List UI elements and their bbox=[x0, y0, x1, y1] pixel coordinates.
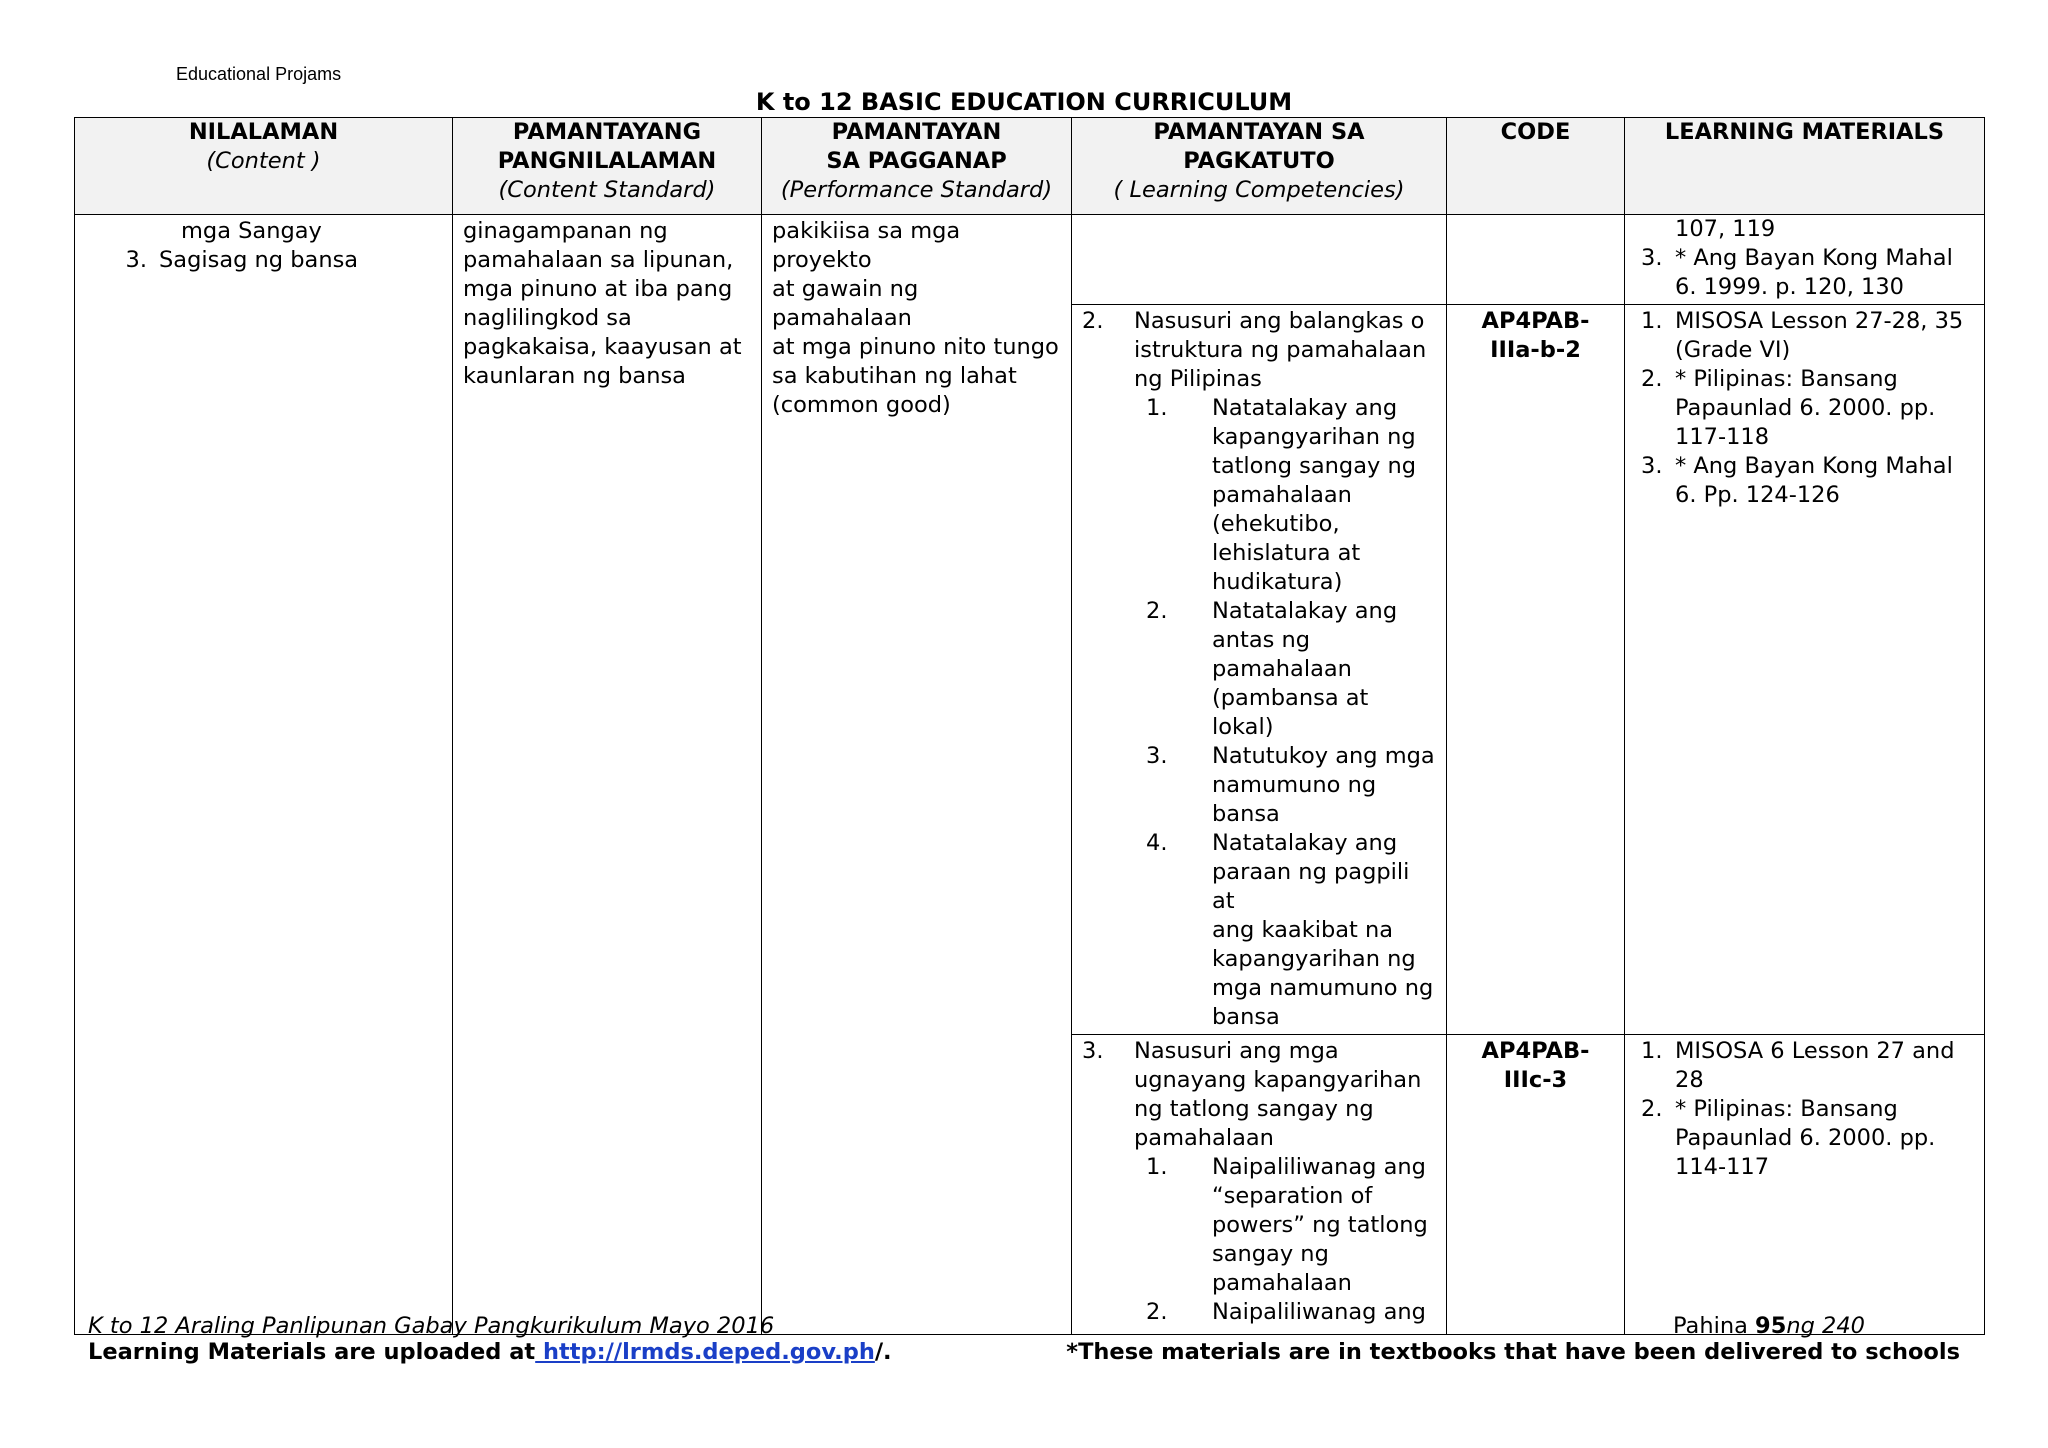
code-cell bbox=[1447, 305, 1625, 1035]
text-line: * Ang Bayan Kong Mahal bbox=[1675, 453, 1953, 479]
learning-material-item bbox=[1635, 365, 1974, 452]
text-line: pamahalaan bbox=[1212, 656, 1352, 682]
sub-competency bbox=[1082, 829, 1436, 1032]
text-line: 6. 1999. p. 120, 130 bbox=[1675, 274, 1904, 300]
text-line: pamahalaan bbox=[1212, 482, 1352, 508]
sub-competency-number: 2. bbox=[1146, 598, 1168, 624]
content-item-text: Sagisag ng bansa bbox=[159, 247, 359, 273]
text-line: mga pinuno at iba pang bbox=[463, 276, 733, 302]
text-line: pamahalaan bbox=[1134, 1125, 1274, 1151]
learning-material-item bbox=[1635, 1037, 1974, 1095]
competency-cell bbox=[1072, 305, 1447, 1035]
text-line: at gawain ng pamahalaan bbox=[772, 276, 919, 331]
lm-item-text bbox=[1675, 1095, 1935, 1182]
content-line: mga Sangay bbox=[181, 218, 322, 244]
text-line: (Grade VI) bbox=[1675, 337, 1791, 363]
text-line: naglilingkod sa bbox=[463, 305, 632, 331]
performance-standard-text bbox=[762, 215, 1071, 422]
sub-competency-text bbox=[1212, 742, 1435, 829]
lm-item-text bbox=[1675, 452, 1953, 510]
text-line: kaunlaran ng bansa bbox=[463, 363, 686, 389]
document-title: K to 12 BASIC EDUCATION CURRICULUM bbox=[755, 88, 1293, 116]
content-item-number: 3. bbox=[125, 247, 147, 273]
footer-right bbox=[1066, 1313, 1960, 1365]
learning-material-item bbox=[1635, 1095, 1974, 1182]
text-line: (pambansa at lokal) bbox=[1212, 685, 1369, 740]
text-line: 117-118 bbox=[1675, 424, 1770, 450]
text-line: Naipaliliwanag ang bbox=[1212, 1154, 1426, 1180]
header-learning-materials: LEARNING MATERIALS bbox=[1625, 118, 1985, 215]
text-line: bansa bbox=[1212, 801, 1280, 827]
text-line: ng tatlong sangay ng bbox=[1134, 1096, 1374, 1122]
text-line: (ehekutibo, bbox=[1212, 511, 1340, 537]
text-line: 107, 119 bbox=[1675, 216, 1776, 242]
competency-cell bbox=[1072, 1035, 1447, 1335]
text-line: Papaunlad 6. 2000. pp. bbox=[1675, 395, 1936, 421]
sub-competency-text bbox=[1212, 829, 1436, 1032]
competency-cell-empty bbox=[1072, 215, 1447, 305]
content-standard-cell bbox=[453, 215, 762, 1335]
text-line: IIIa-b-2 bbox=[1490, 337, 1581, 363]
header-content: NILALAMAN (Content ) bbox=[75, 118, 453, 215]
learning-materials-cell bbox=[1625, 305, 1985, 1035]
sub-competency-text bbox=[1212, 597, 1436, 742]
lm-item-number: 2. bbox=[1641, 1096, 1663, 1122]
text-line: pakikiisa sa mga proyekto bbox=[772, 218, 961, 273]
text-line: bansa bbox=[1212, 1004, 1280, 1030]
lm-item-number: 1. bbox=[1641, 308, 1663, 334]
footer-curriculum-guide: K to 12 Araling Panlipunan Gabay Pangkurikulum Mayo 2016 bbox=[88, 1313, 775, 1339]
text-line: IIIc-3 bbox=[1503, 1067, 1568, 1093]
text-line: Natatalakay ang bbox=[1212, 395, 1398, 421]
text-line: Nasusuri ang mga bbox=[1134, 1038, 1339, 1064]
text-line: Papaunlad 6. 2000. pp. bbox=[1675, 1125, 1936, 1151]
competency-text bbox=[1134, 1037, 1421, 1153]
text-line: AP4PAB- bbox=[1481, 308, 1590, 334]
lm-item-number: 3. bbox=[1641, 245, 1663, 271]
lm-item-text bbox=[1675, 244, 1953, 302]
text-line: mga namumuno ng bbox=[1212, 975, 1434, 1001]
text-line: sa kabutihan ng lahat bbox=[772, 363, 1017, 389]
sub-competency-number: 1. bbox=[1146, 1154, 1168, 1180]
text-line: ugnayang kapangyarihan bbox=[1134, 1067, 1422, 1093]
sub-competency bbox=[1082, 742, 1436, 829]
performance-standard-cell bbox=[762, 215, 1072, 1335]
learning-material-item bbox=[1635, 452, 1974, 510]
code-cell bbox=[1447, 1035, 1625, 1335]
content-cell bbox=[75, 215, 453, 1335]
sub-competency-number: 4. bbox=[1146, 830, 1168, 856]
text-line: Naipaliliwanag ang bbox=[1212, 1299, 1426, 1325]
sub-competency-number: 2. bbox=[1146, 1299, 1168, 1325]
competency-number: 3. bbox=[1082, 1038, 1104, 1064]
lm-item-text bbox=[1675, 1037, 1954, 1095]
lm-item-number: 2. bbox=[1641, 366, 1663, 392]
learning-material-item bbox=[1635, 307, 1974, 365]
text-line: MISOSA Lesson 27-28, 35 bbox=[1675, 308, 1964, 334]
competency-code bbox=[1447, 305, 1624, 365]
text-line: kapangyarihan ng bbox=[1212, 424, 1416, 450]
text-line: ng Pilipinas bbox=[1134, 366, 1262, 392]
table-row bbox=[75, 215, 1985, 305]
text-line: 6. Pp. 124-126 bbox=[1675, 482, 1840, 508]
sub-competency bbox=[1082, 1153, 1436, 1298]
text-line: pamahalaan bbox=[1212, 1270, 1352, 1296]
lm-item-text bbox=[1675, 365, 1935, 452]
lrmds-link[interactable]: http://lrmds.deped.gov.ph bbox=[535, 1339, 875, 1365]
lm-continuation bbox=[1635, 215, 1974, 244]
code-cell-empty bbox=[1447, 215, 1625, 305]
text-line: antas ng bbox=[1212, 627, 1311, 653]
sub-competency bbox=[1082, 597, 1436, 742]
sub-competency-number: 1. bbox=[1146, 395, 1168, 421]
text-line: tatlong sangay ng bbox=[1212, 453, 1416, 479]
text-line: lehislatura at bbox=[1212, 540, 1361, 566]
text-line: * Pilipinas: Bansang bbox=[1675, 1096, 1898, 1122]
text-line: kapangyarihan ng bbox=[1212, 946, 1416, 972]
competency-code bbox=[1447, 1035, 1624, 1095]
sub-competency-text bbox=[1212, 1153, 1428, 1298]
footer-textbook-note: *These materials are in textbooks that have been delivered to schools bbox=[1066, 1339, 1960, 1365]
text-line: istruktura ng pamahalaan bbox=[1134, 337, 1427, 363]
competency-number: 2. bbox=[1082, 308, 1104, 334]
sub-competency bbox=[1082, 394, 1436, 597]
text-line: MISOSA 6 Lesson 27 and bbox=[1675, 1038, 1955, 1064]
table-header-row bbox=[75, 118, 1985, 215]
text-line: pagkakaisa, kaayusan at bbox=[463, 334, 742, 360]
text-line: “separation of bbox=[1212, 1183, 1373, 1209]
text-line: ginagampanan ng bbox=[463, 218, 668, 244]
header-content-standard: PAMANTAYANG PANGNILALAMAN (Content Standard) bbox=[453, 118, 762, 215]
content-standard-text bbox=[453, 215, 761, 393]
sub-competency-text bbox=[1212, 394, 1416, 597]
text-line: Nasusuri ang balangkas o bbox=[1134, 308, 1425, 334]
watermark-text: Educational Projams bbox=[176, 64, 342, 84]
lm-list bbox=[1625, 1035, 1984, 1184]
sub-competency-list bbox=[1082, 1153, 1436, 1327]
text-line: AP4PAB- bbox=[1481, 1038, 1590, 1064]
learning-materials-cell bbox=[1625, 1035, 1985, 1335]
text-line: * Ang Bayan Kong Mahal bbox=[1675, 245, 1953, 271]
text-line: hudikatura) bbox=[1212, 569, 1343, 595]
text-line: 28 bbox=[1675, 1067, 1704, 1093]
competency-text bbox=[1134, 307, 1426, 394]
lm-list bbox=[1625, 305, 1984, 512]
page-number: Pahina 95ng 240 bbox=[1672, 1313, 1865, 1339]
sub-competency-number: 3. bbox=[1146, 743, 1168, 769]
text-line: Natutukoy ang mga bbox=[1212, 743, 1435, 769]
sub-competency-list bbox=[1082, 394, 1436, 1032]
header-performance-standard: PAMANTAYAN SA PAGGANAP (Performance Standard) bbox=[762, 118, 1072, 215]
text-line: Natatalakay ang bbox=[1212, 598, 1398, 624]
text-line: sangay ng bbox=[1212, 1241, 1329, 1267]
text-line: paraan ng pagpili at bbox=[1212, 859, 1410, 914]
header-code: CODE bbox=[1447, 118, 1625, 215]
text-line: at mga pinuno nito tungo bbox=[772, 334, 1059, 360]
learning-materials-cell bbox=[1625, 215, 1985, 305]
curriculum-table bbox=[74, 117, 1985, 1335]
text-line: ang kaakibat na bbox=[1212, 917, 1394, 943]
text-line: pamahalaan sa lipunan, bbox=[463, 247, 734, 273]
lm-item-number: 3. bbox=[1641, 453, 1663, 479]
header-learning-competencies: PAMANTAYAN SA PAGKATUTO ( Learning Competencies) bbox=[1072, 118, 1447, 215]
text-line: powers” ng tatlong bbox=[1212, 1212, 1428, 1238]
text-line: * Pilipinas: Bansang bbox=[1675, 366, 1898, 392]
footer-upload-note: Learning Materials are uploaded at http://lrmds.deped.gov.ph/. bbox=[88, 1339, 892, 1365]
text-line: 114-117 bbox=[1675, 1154, 1770, 1180]
text-line: namumuno ng bbox=[1212, 772, 1377, 798]
lm-item-number: 1. bbox=[1641, 1038, 1663, 1064]
text-line: (common good) bbox=[772, 392, 951, 418]
footer-left bbox=[88, 1313, 892, 1365]
text-line: Natatalakay ang bbox=[1212, 830, 1398, 856]
lm-item-text bbox=[1675, 307, 1963, 365]
